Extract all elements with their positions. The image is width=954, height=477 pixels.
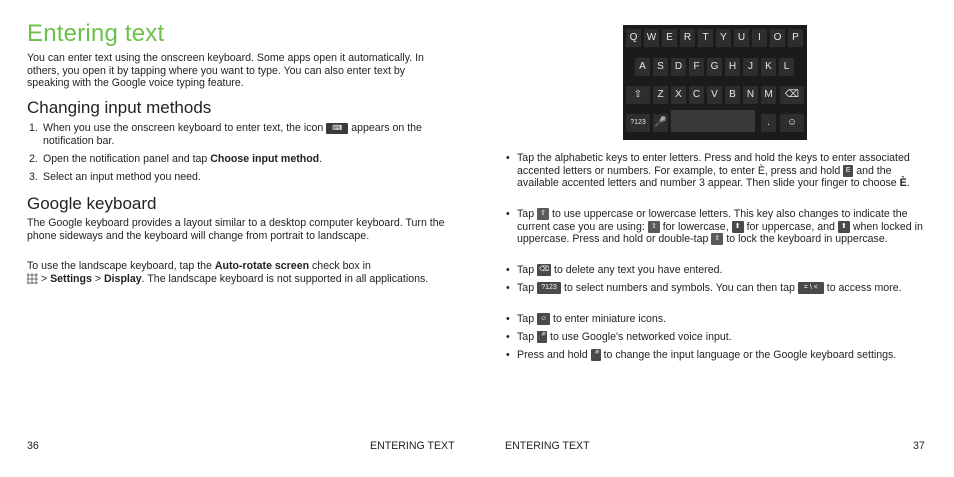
key-p: P bbox=[788, 29, 803, 47]
backspace-icon: ⌫ bbox=[537, 264, 551, 276]
key-c: C bbox=[689, 86, 704, 104]
right-page: Q W E R T Y U I O P A S D F G H J K L ⇧ Z X C V B N M ⌫ ?123 🎤 . ☺ • Tap the alphabetic keys to enter letters. Press and hold the keys to enter associated accented letters or numbers. For example, to enter È, press and hold E and the available accented letters and number 3 appear. Then slide your finger to choose È. • Tap ⇧ to use uppercase or lowercase letters. This key also changes to indicate the current case you are using: ⇧ for lowercase, ⬆ for uppercase, and ⬆ when locked in uppercase. Press and hold or double-tap ⇧ to lock the keyboard in uppercase. • Tap ⌫ to delete any text you have entered. • Tap ?123 to select numbers and symbols. You can then tap = \ < to access more. • Tap ☺ to enter miniature icons. • Tap 🎤 to use Google's networked voice input. • Press and hold 🎤 to change the input language or the Google keyboard settings. ENTERING TEXT 37 bbox=[477, 0, 954, 477]
key-m: M bbox=[761, 86, 776, 104]
key-s: S bbox=[653, 58, 668, 76]
shift-locked-icon: ⬆ bbox=[838, 221, 850, 233]
emoji-icon: ☺ bbox=[780, 114, 804, 132]
key-b: B bbox=[725, 86, 740, 104]
key-d: D bbox=[671, 58, 686, 76]
key-a: A bbox=[635, 58, 650, 76]
keyboard-image bbox=[623, 25, 807, 140]
key-symbols: ?123 bbox=[626, 114, 650, 132]
footer-section-title: ENTERING TEXT bbox=[505, 440, 590, 452]
page-title: Entering text bbox=[27, 20, 165, 47]
e-key-icon: E bbox=[843, 165, 853, 177]
more-symbols-key-icon: = \ < bbox=[798, 282, 824, 294]
key-l: L bbox=[779, 58, 794, 76]
key-r: R bbox=[680, 29, 695, 47]
key-v: V bbox=[707, 86, 722, 104]
emoji-icon: ☺ bbox=[537, 313, 550, 325]
key-z: Z bbox=[653, 86, 668, 104]
shift-icon: ⇧ bbox=[711, 233, 723, 245]
microphone-icon: 🎤 bbox=[537, 331, 547, 343]
spacebar bbox=[671, 110, 755, 132]
shift-icon: ⇧ bbox=[537, 208, 549, 220]
key-e: E bbox=[662, 29, 677, 47]
section-heading-input-methods: Changing input methods bbox=[27, 98, 212, 117]
key-j: J bbox=[743, 58, 758, 76]
key-period: . bbox=[761, 114, 776, 132]
microphone-icon: 🎤 bbox=[653, 114, 668, 132]
shift-uppercase-icon: ⬆ bbox=[732, 221, 744, 233]
intro-paragraph: You can enter text using the onscreen keyboard. Some apps open it automatically. In others, you open it by tapping where you want to type. You can also enter text by speaking with the Google voice typing feature. bbox=[27, 52, 424, 89]
microphone-icon: 🎤 bbox=[591, 349, 601, 361]
key-g: G bbox=[707, 58, 722, 76]
key-i: I bbox=[752, 29, 767, 47]
page-number: 36 bbox=[27, 440, 39, 452]
apps-grid-icon bbox=[27, 273, 38, 284]
symbols-key-icon: ?123 bbox=[537, 282, 561, 294]
footer-section-title: ENTERING TEXT bbox=[370, 440, 455, 452]
key-o: O bbox=[770, 29, 785, 47]
page-number: 37 bbox=[913, 440, 925, 452]
key-u: U bbox=[734, 29, 749, 47]
key-n: N bbox=[743, 86, 758, 104]
key-f: F bbox=[689, 58, 704, 76]
key-k: K bbox=[761, 58, 776, 76]
shift-icon: ⇧ bbox=[626, 86, 650, 104]
shift-lowercase-icon: ⇧ bbox=[648, 221, 660, 233]
keyboard-icon: ⌨ bbox=[326, 123, 348, 134]
backspace-icon: ⌫ bbox=[780, 86, 804, 104]
key-y: Y bbox=[716, 29, 731, 47]
google-keyboard-paragraph: The Google keyboard provides a layout similar to a desktop computer keyboard. Turn the phone sideways and the keyboard will change from portrait to landscape. bbox=[27, 217, 445, 242]
key-w: W bbox=[644, 29, 659, 47]
key-q: Q bbox=[626, 29, 641, 47]
section-heading-google-keyboard: Google keyboard bbox=[27, 194, 157, 213]
landscape-paragraph: To use the landscape keyboard, tap the Auto-rotate screen check box in > Settings > Display. The landscape keyboard is not supported in all applications. bbox=[27, 260, 429, 285]
key-h: H bbox=[725, 58, 740, 76]
key-x: X bbox=[671, 86, 686, 104]
left-page: Entering text You can enter text using the onscreen keyboard. Some apps open it automatically. In others, you open it by tapping where you want to type. You can also enter text by speaking with the Google voice typing feature. Changing input methods 1. When you use the onscreen keyboard to enter text, the icon ⌨ appears on the notification bar. 2. Open the notification panel and tap Choose input method. 3. Select an input method you need. Google keyboard The Google keyboard provides a layout similar to a desktop computer keyboard. Turn the phone sideways and the keyboard will change from portrait to landscape. To use the landscape keyboard, tap the Auto-rotate screen check box in > Settings > Display. The landscape keyboard is not supported in all applications. 36 ENTERING TEXT bbox=[27, 20, 455, 452]
key-t: T bbox=[698, 29, 713, 47]
